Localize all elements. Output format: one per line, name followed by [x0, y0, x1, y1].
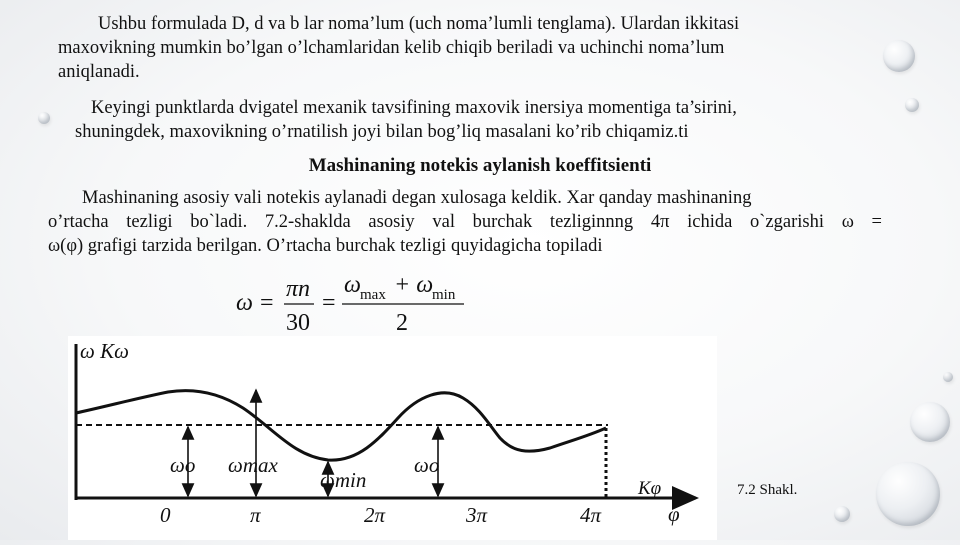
water-drop-decoration [910, 402, 950, 442]
y-axis-label: ω Kω [80, 339, 129, 363]
speed-variation-plot [68, 336, 717, 540]
paragraph-1 [58, 12, 868, 84]
paragraph-1-line-3: aniqlanadi. [58, 62, 140, 82]
formula-omega-max: ω [344, 272, 361, 298]
water-drop-decoration [883, 40, 915, 72]
x-tick-pi: π [250, 503, 261, 527]
paragraph-1-line-1: Ushbu formulada D, d va b lar noma’lum (uch noma’lumli tenglama). Ulardan ikkitasi [98, 14, 740, 34]
formula-equals-1: = [260, 290, 274, 316]
formula-plus-omega-min: + ω [394, 272, 434, 298]
x-axis-label: Kφ [638, 478, 662, 499]
label-omega-max: ωmax [228, 453, 278, 477]
formula-sub-min: min [432, 287, 456, 303]
water-drop-decoration [905, 98, 919, 112]
formula-denominator-1: 30 [286, 310, 310, 334]
paragraph-3-line-1: Mashinaning asosiy vali notekis aylanadi degan xulosaga keldik. Xar qanday mashinaning [82, 188, 752, 208]
formula-numerator-1: πn [286, 276, 311, 302]
paragraph-2-line-1: Keyingi punktlarda dvigatel mexanik tavsifining maxovik inersiya momentiga ta’sirini, [91, 98, 737, 118]
formula-lhs: ω [236, 290, 253, 316]
water-drop-decoration [38, 112, 50, 124]
figure-caption: 7.2 Shakl. [737, 482, 798, 498]
water-drop-decoration [876, 462, 940, 526]
label-omega0-left: ωo [170, 453, 196, 477]
paragraph-2 [75, 96, 875, 144]
paragraph-2-line-2: shuningdek, maxovikning o’rnatilish joyi bilan bog’liq masalani ko’rib chiqamiz.ti [75, 122, 689, 142]
paragraph-3 [48, 186, 882, 258]
water-drop-decoration [943, 372, 953, 382]
origin-label: 0 [160, 503, 171, 527]
x-tick-2pi: 2π [364, 503, 386, 527]
paragraph-1-line-2: maxovikning mumkin bo’lgan o’lchamlaridan kelib chiqib beriladi va uchinchi noma’lum [58, 38, 725, 58]
x-axis-symbol: φ [668, 502, 680, 526]
label-omega-min: ωmin [320, 468, 367, 492]
label-omega0-right: ωo [414, 453, 440, 477]
formula-equals-2: = [322, 290, 336, 316]
water-drop-decoration [834, 506, 850, 522]
formula-denominator-2: 2 [396, 310, 408, 334]
section-heading: Mashinaning notekis aylanish koeffitsienti [308, 155, 652, 176]
figure-7-2-graph [68, 336, 717, 540]
paragraph-3-line-2: o’rtacha tezligi bo`ladi. 7.2-shaklda asosiy val burchak tezliginnng 4π ichida o`zgarishi ω = [48, 212, 882, 232]
x-tick-3pi: 3π [466, 503, 488, 527]
formula-sub-max: max [360, 287, 386, 303]
average-speed-formula [230, 272, 470, 334]
paragraph-3-line-3: ω(φ) grafigi tarzida berilgan. O’rtacha burchak tezligi quyidagicha topiladi [48, 236, 603, 256]
x-tick-4pi: 4π [580, 503, 602, 527]
